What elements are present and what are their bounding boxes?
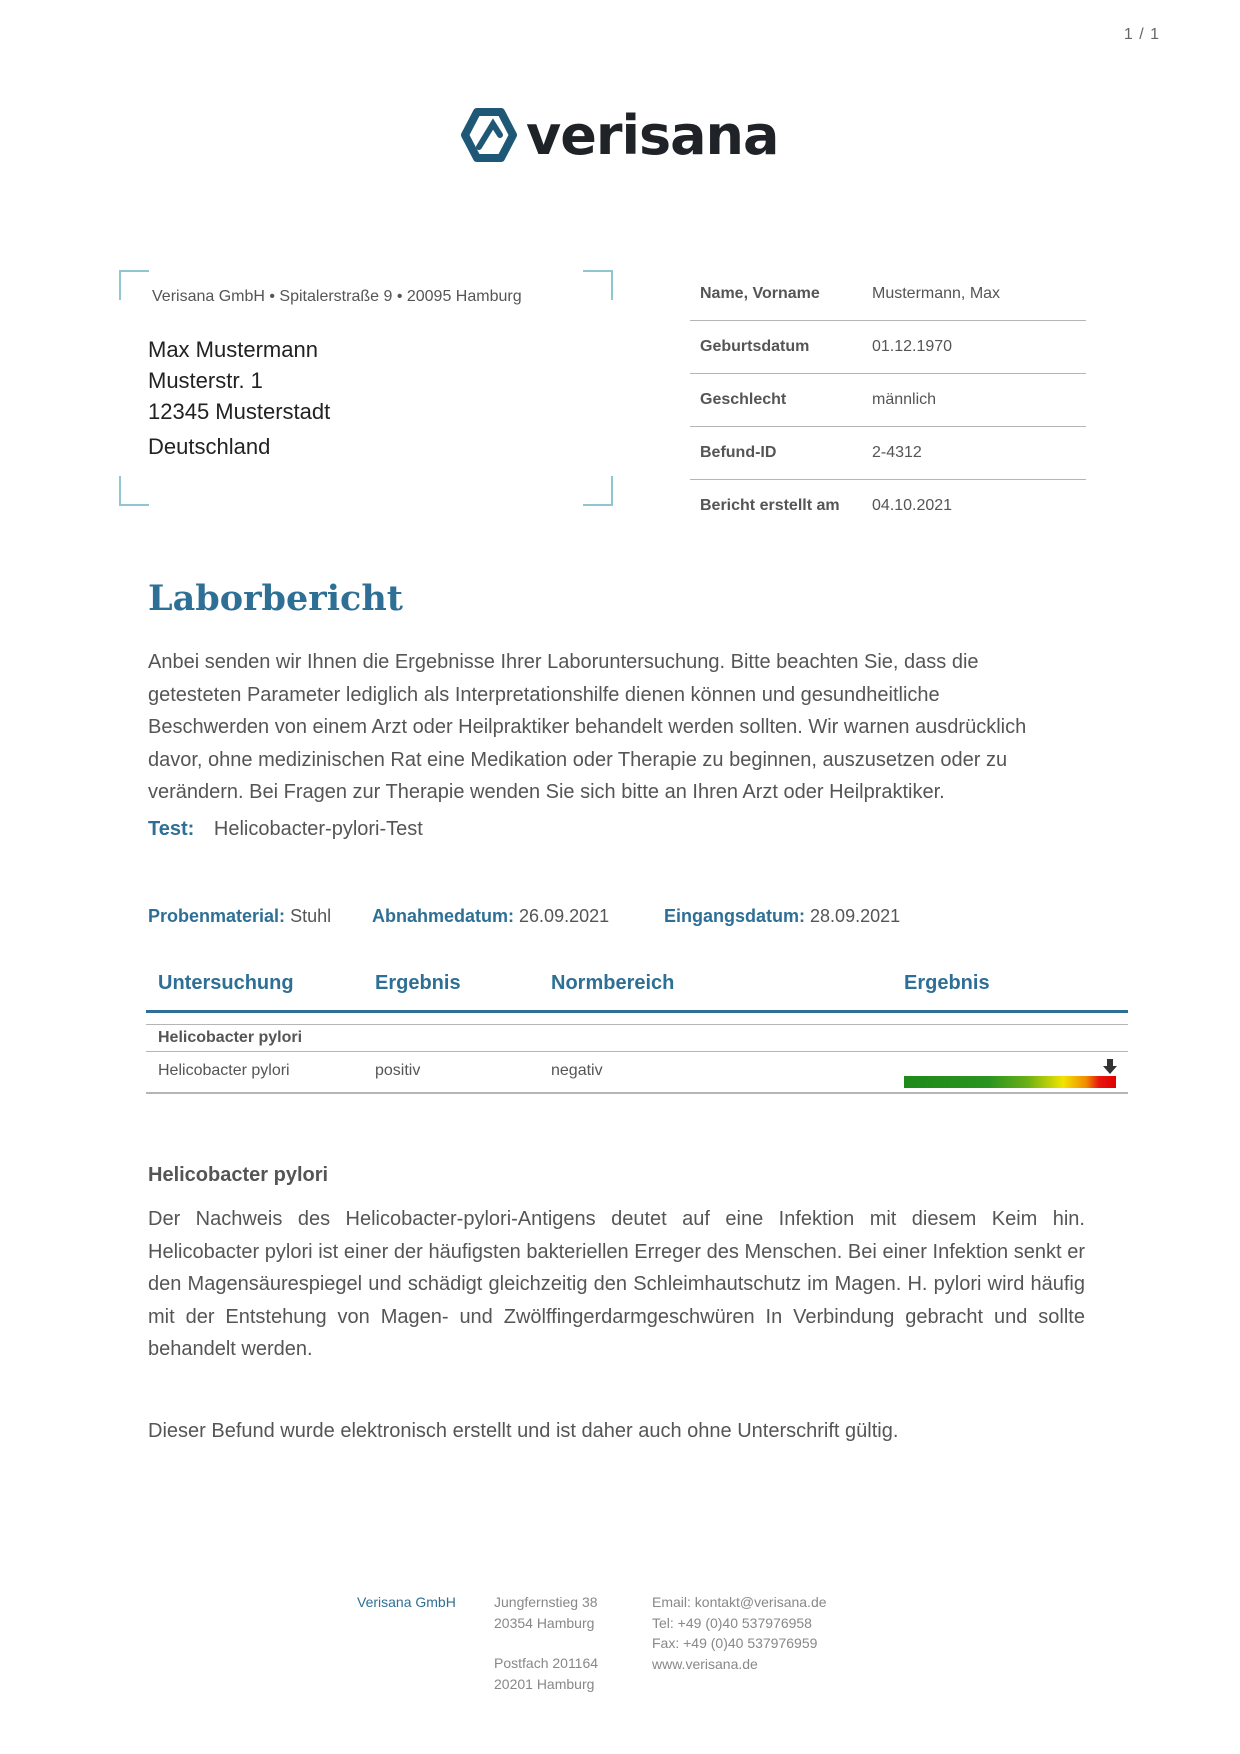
test-line <box>148 818 423 841</box>
info-row-birthdate <box>690 321 1086 374</box>
verisana-logo <box>460 100 790 170</box>
info-label: Name, Vorname <box>700 285 820 302</box>
explanation-title: Helicobacter pylori <box>148 1164 329 1186</box>
recipient-address <box>148 334 330 462</box>
info-label: Befund-ID <box>700 444 777 461</box>
footer-postbox-number: Postfach 201164 <box>494 1655 599 1671</box>
address-window-corner <box>119 270 149 300</box>
info-label: Geburtsdatum <box>700 338 810 355</box>
info-label: Geschlecht <box>700 391 787 408</box>
result-scale-bar <box>904 1076 1116 1088</box>
sample-material-value: Stuhl <box>290 906 332 926</box>
info-row-sex <box>690 374 1086 427</box>
results-header-row <box>146 962 1128 1013</box>
sample-collection-date <box>372 906 609 927</box>
test-label: Test: <box>148 818 195 840</box>
recipient-name: Max Mustermann <box>148 337 318 362</box>
intro-paragraph <box>148 646 1098 809</box>
recipient-city: 12345 Musterstadt <box>148 399 331 424</box>
info-value: 01.12.1970 <box>872 338 953 355</box>
sample-material <box>148 906 331 927</box>
footer-address <box>494 1592 598 1633</box>
footer-street: Jungfernstieg 38 <box>494 1594 598 1610</box>
footer-fax: Fax: +49 (0)40 537976959 <box>652 1635 818 1651</box>
intro-line: davor, ohne medizinischen Rat eine Medikation oder Therapie zu beginnen, auszusetzen oder zu <box>148 748 1008 771</box>
patient-info-table <box>690 268 1086 532</box>
explanation-text: Der Nachweis des Helicobacter-pylori-Antigens deutet auf eine Infektion mit diesem Keim hin. Helicobacter pylori ist einer der häufigsten bakteriellen Erreger des Menschen. Bei einer Infektion senkt er den Magensäurespiegel und schädigt gleichzeitig den Schleimhautschutz im Magen. H. pylori wird häufig mit der Entstehung von Magen- und Zwölffingerdarmgeschwüren In Verbindung gebracht und sollte behandelt werden. <box>148 1208 1085 1360</box>
results-table <box>146 962 1128 1094</box>
info-value: 04.10.2021 <box>872 497 953 514</box>
result-marker-arrow-icon <box>1103 1059 1117 1075</box>
footer-web: www.verisana.de <box>652 1655 758 1672</box>
report-title: Laborbericht <box>148 578 403 619</box>
address-window-corner <box>119 476 149 506</box>
footer-company: Verisana GmbH <box>357 1594 456 1610</box>
footer-city: 20354 Hamburg <box>494 1614 595 1631</box>
page-number: 1 / 1 <box>1123 26 1160 43</box>
test-value: Helicobacter-pylori-Test <box>213 818 423 840</box>
header-gap <box>146 1013 1128 1025</box>
header-ergebnis: Ergebnis <box>375 972 461 994</box>
info-value: männlich <box>872 391 937 408</box>
sender-return-address: Verisana GmbH • Spitalerstraße 9 • 20095 Hamburg <box>152 288 522 305</box>
footer-postbox-city: 20201 Hamburg <box>494 1675 595 1692</box>
info-value: Mustermann, Max <box>872 285 1001 302</box>
info-row-report-date <box>690 480 1086 532</box>
group-label: Helicobacter pylori <box>158 1029 303 1046</box>
received-date-label: Eingangsdatum: <box>664 906 806 926</box>
info-row-report-id <box>690 427 1086 480</box>
intro-line: Beschwerden von einem Arzt oder Heilpraktiker behandelt werden sollten. Wir warnen ausdrücklich <box>148 716 1027 738</box>
header-ergebnis-scale: Ergebnis <box>904 972 990 994</box>
footer-email: Email: kontakt@verisana.de <box>652 1594 827 1610</box>
recipient-street: Musterstr. 1 <box>148 368 263 393</box>
footer-tel: Tel: +49 (0)40 537976958 <box>652 1614 812 1631</box>
header-normbereich: Normbereich <box>551 972 675 994</box>
cell-result: positiv <box>375 1062 421 1079</box>
cell-reference: negativ <box>551 1062 603 1079</box>
intro-line: Anbei senden wir Ihnen die Ergebnisse Ihrer Laboruntersuchung. Bitte beachten Sie, dass die <box>148 651 979 673</box>
address-window-corner <box>583 270 613 300</box>
info-value: 2-4312 <box>872 444 922 461</box>
intro-line: verändern. Bei Fragen zur Therapie wenden Sie sich bitte an Ihren Arzt oder Heilpraktiker. <box>148 781 945 803</box>
sample-received-date <box>664 906 900 927</box>
electronic-signature-note: Dieser Befund wurde elektronisch erstellt und ist daher auch ohne Unterschrift gültig. <box>148 1420 899 1442</box>
logo-wordmark: verisana <box>526 103 779 167</box>
info-row-name <box>690 268 1086 321</box>
footer-postbox <box>494 1653 598 1694</box>
sample-material-label: Probenmaterial: <box>148 906 286 926</box>
info-label: Bericht erstellt am <box>700 497 840 514</box>
hexagon-logo-icon <box>460 107 518 163</box>
address-window-corner <box>583 476 613 506</box>
collection-date-label: Abnahmedatum: <box>372 906 515 926</box>
footer-contact <box>652 1592 827 1674</box>
table-row <box>146 1052 1128 1094</box>
collection-date-value: 26.09.2021 <box>519 906 610 926</box>
results-group-row <box>146 1025 1128 1052</box>
recipient-country: Deutschland <box>148 434 271 459</box>
intro-line: getesteten Parameter lediglich als Interpretationshilfe dienen können und gesundheitliche <box>148 683 940 706</box>
header-untersuchung: Untersuchung <box>158 972 294 994</box>
received-date-value: 28.09.2021 <box>810 906 901 926</box>
cell-test: Helicobacter pylori <box>158 1062 290 1079</box>
